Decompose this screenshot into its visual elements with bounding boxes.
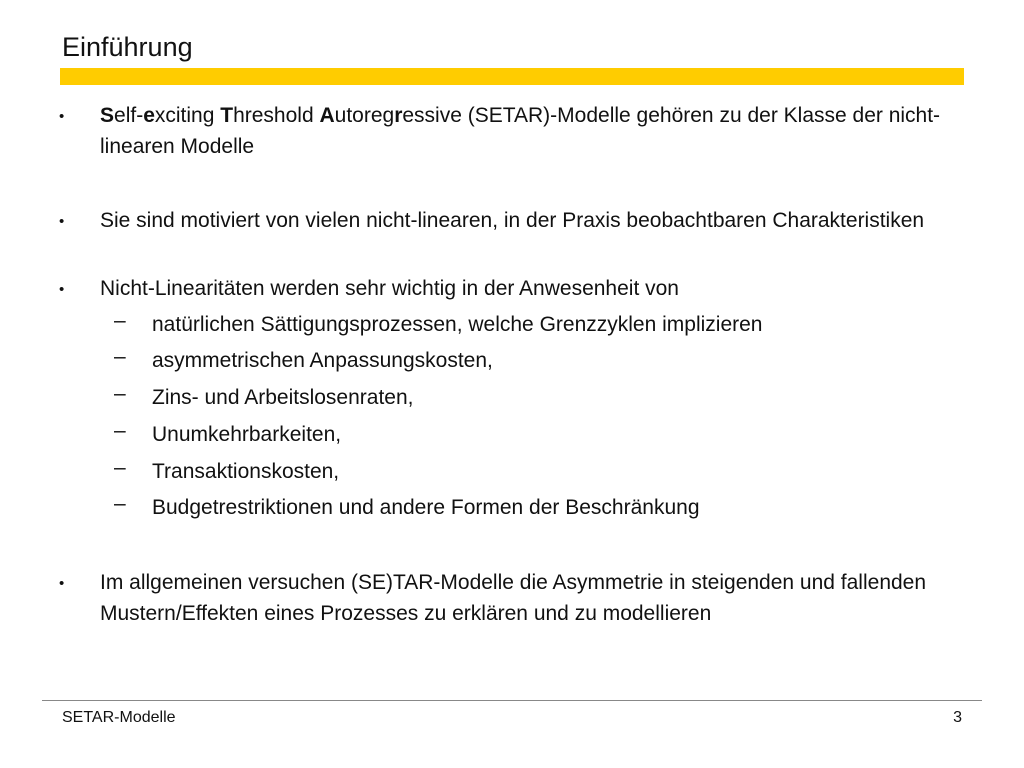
sub-item: Zins- und Arbeitslosenraten, bbox=[152, 386, 414, 409]
sub-item: Transaktionskosten, bbox=[152, 460, 340, 483]
bullet-marker: • bbox=[59, 575, 65, 592]
dash-marker: – bbox=[114, 309, 126, 332]
footer-title: SETAR-Modelle bbox=[62, 709, 176, 726]
dash-marker: – bbox=[114, 419, 126, 442]
bold-letter: A bbox=[319, 104, 335, 127]
sub-item: Unumkehrbarkeiten, bbox=[152, 423, 342, 446]
page-number: 3 bbox=[953, 709, 962, 726]
bullet-marker: • bbox=[59, 213, 65, 230]
bullet-marker: • bbox=[59, 281, 65, 298]
bold-letter: T bbox=[220, 104, 234, 127]
footer-divider bbox=[42, 700, 982, 701]
bullet-setar-definition: Self-exciting Threshold Autoregressive (SETAR)-Modelle gehören zu der Klasse der nicht-linearen Modelle bbox=[100, 104, 941, 158]
sub-item: Budgetrestriktionen und andere Formen der Beschränkung bbox=[152, 496, 700, 519]
dash-marker: – bbox=[114, 382, 126, 405]
sub-item: asymmetrischen Anpassungskosten, bbox=[152, 349, 493, 372]
bold-letter: S bbox=[100, 104, 115, 127]
bold-letter: r bbox=[394, 104, 403, 127]
bullet-asymmetry: Im allgemeinen versuchen (SE)TAR-Modelle die Asymmetrie in steigenden und fallenden Mustern/Effekten eines Prozesses zu erklären und zu modellieren bbox=[100, 571, 927, 625]
sub-item: natürlichen Sättigungsprozessen, welche Grenzzyklen implizieren bbox=[152, 313, 763, 336]
dash-marker: – bbox=[114, 456, 126, 479]
slide-title: Einführung bbox=[62, 32, 193, 62]
bullet-marker: • bbox=[59, 108, 65, 125]
dash-marker: – bbox=[114, 492, 126, 515]
bold-letter: e bbox=[143, 104, 155, 127]
bullet-nonlinearity: Nicht-Linearitäten werden sehr wichtig in der Anwesenheit von bbox=[100, 277, 679, 300]
bullet-motivation: Sie sind motiviert von vielen nicht-linearen, in der Praxis beobachtbaren Charakteristiken bbox=[100, 209, 925, 232]
dash-marker: – bbox=[114, 345, 126, 368]
